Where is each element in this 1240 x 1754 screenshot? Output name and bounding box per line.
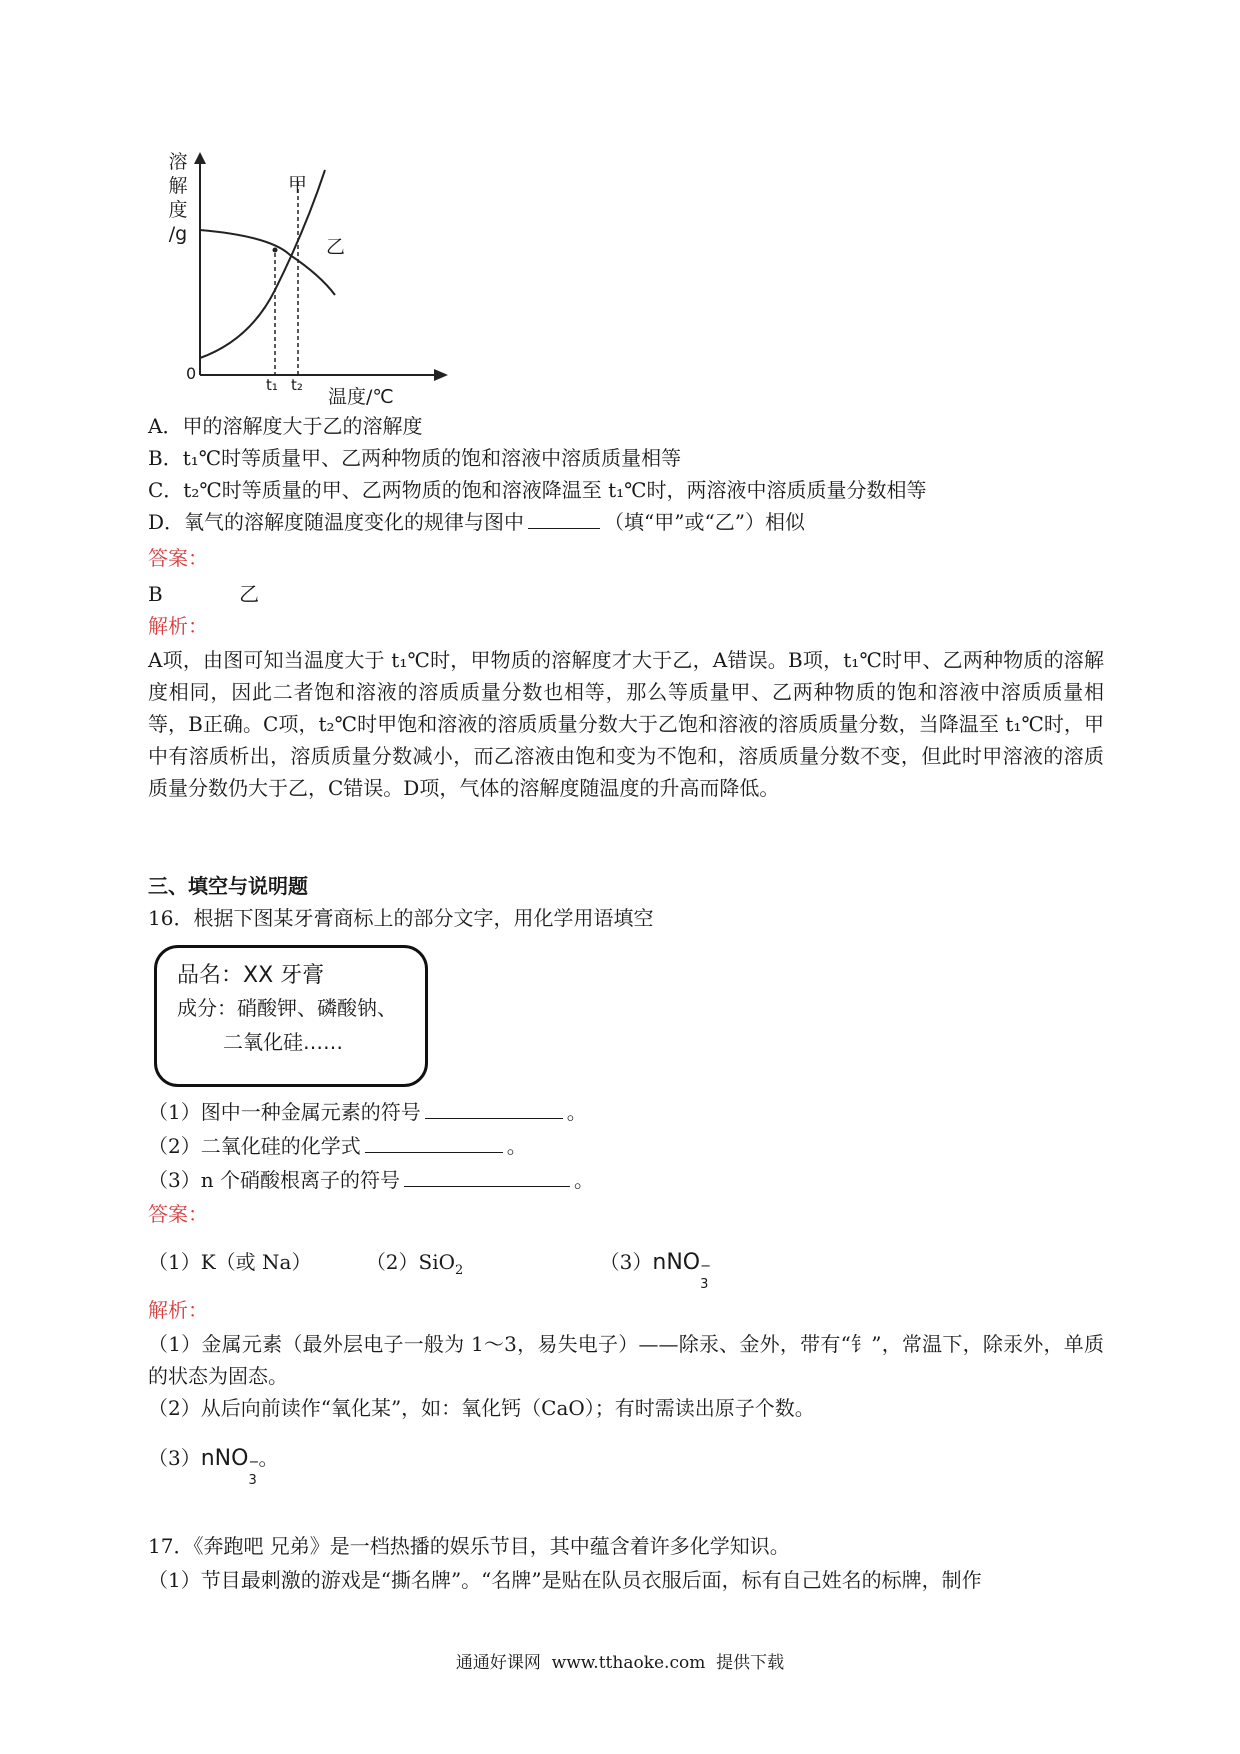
t2-label: t₂ [291,376,303,394]
option-a: A．甲的溶解度大于乙的溶解度 [148,414,423,438]
x-axis-label: 温度/℃ [328,386,394,408]
label-ingredients: 成分：硝酸钾、磷酸钠、 [177,996,397,1020]
answer-1: （1）K（或 Na） [148,1250,312,1274]
y-label-char: 解 [168,175,188,197]
fill-blank [404,1166,570,1187]
sub-question-1: （1）图中一种金属元素的符号 。 [148,1100,587,1124]
analysis-text: A项，由图可知当温度大于 t₁℃时，甲物质的溶解度才大于乙，A错误。B项，t₁℃时甲、乙两种物质的溶解度相同，因此二者饱和溶液的溶质质量分数也相等，那么等质量甲、乙两种物质的饱和溶液中溶质质量相等，B正确。C项，t₂℃时甲饱和溶液的溶质质量分数大于乙饱和溶液的溶质质量分数，当降温至 t₁℃时，甲中有溶质析出，溶质质量分数减小，而乙溶液由饱和变为不饱和，溶质质量分数不变，但此时甲溶液的溶质质量分数仍大于乙，C错误。D项，气体的溶解度随温度的升高而降低。 [148,648,1104,800]
y-label-char: 溶 [168,151,188,173]
solubility-graph-svg [160,150,460,410]
label-product-name: 品名：XX 牙膏 [177,963,325,988]
option-b: B．t₁℃时等质量甲、乙两种物质的饱和溶液中溶质质量相等 [148,446,682,470]
answer-label: 答案： [148,546,208,570]
intersection-point [273,248,278,253]
answer-label: 答案： [148,1202,208,1226]
answer-15 [148,580,259,608]
answer-3: （3）nNO − 3 [599,1250,712,1292]
analysis-2: （2）从后向前读作“氧化某”，如：氧化钙（CaO）；有时需读出原子个数。 [148,1396,815,1420]
curve-yi [200,230,335,295]
option-d-text: （填“甲”或“乙”）相似 [604,510,805,534]
label-ingredients-cont: 二氧化硅…… [223,1030,343,1054]
nitrate-formula: nNO − 3 [200,1446,260,1488]
option-c: C．t₂℃时等质量的甲、乙两物质的饱和溶液降温至 t₁℃时，两溶液中溶质质量分数相等 [148,478,927,502]
origin-label: 0 [186,364,197,383]
x-axis-arrow [434,369,448,381]
y-axis-arrow [194,152,206,164]
t1-label: t₁ [266,376,278,394]
option-d [148,508,805,536]
analysis-3: （3）nNO − 3 。 [148,1446,279,1488]
toothpaste-label [154,945,428,1087]
curve-yi-label: 乙 [326,236,346,258]
analysis-label: 解析： [148,1298,208,1322]
question-17-sub-1: （1）节目最刺激的游戏是“撕名牌”。“名牌”是贴在队员衣服后面，标有自己姓名的标牌，制作 [148,1568,982,1592]
fill-blank [365,1132,503,1153]
y-label-char: /g [168,223,188,245]
analysis-label: 解析： [148,614,208,638]
fill-blank [528,508,600,529]
sub-question-2: （2）二氧化硅的化学式 。 [148,1134,527,1158]
section-title: 三、填空与说明题 [148,874,308,898]
page-footer: 通通好课网 www.tthaoke.com 提供下载 [455,1653,785,1673]
option-d-text: D．氧气的溶解度随温度变化的规律与图中 [148,510,525,534]
answer-value: B [148,582,163,606]
answer-16 [148,1248,712,1292]
question-16-stem: 16．根据下图某牙膏商标上的部分文字，用化学用语填空 [148,906,654,930]
answer-2: （2）SiO$_2$ [365,1250,464,1278]
y-label-char: 度 [168,199,188,221]
curve-jia-label: 甲 [288,174,308,196]
solubility-graph [160,150,460,410]
nitrate-formula: nNO − 3 [652,1250,712,1292]
curve-jia [200,170,325,358]
fill-blank [425,1098,563,1119]
sub-question-3: （3）n 个硝酸根离子的符号 。 [148,1168,594,1192]
y-axis-label [162,150,194,246]
question-17-stem: 17．《奔跑吧 兄弟》是一档热播的娱乐节目，其中蕴含着许多化学知识。 [148,1534,790,1558]
answer-value: 乙 [239,582,260,606]
analysis-1: （1）金属元素（最外层电子一般为 1～3，易失电子）——除汞、金外，带有“钅”，常温下，除汞外，单质的状态为固态。 [148,1332,1104,1388]
